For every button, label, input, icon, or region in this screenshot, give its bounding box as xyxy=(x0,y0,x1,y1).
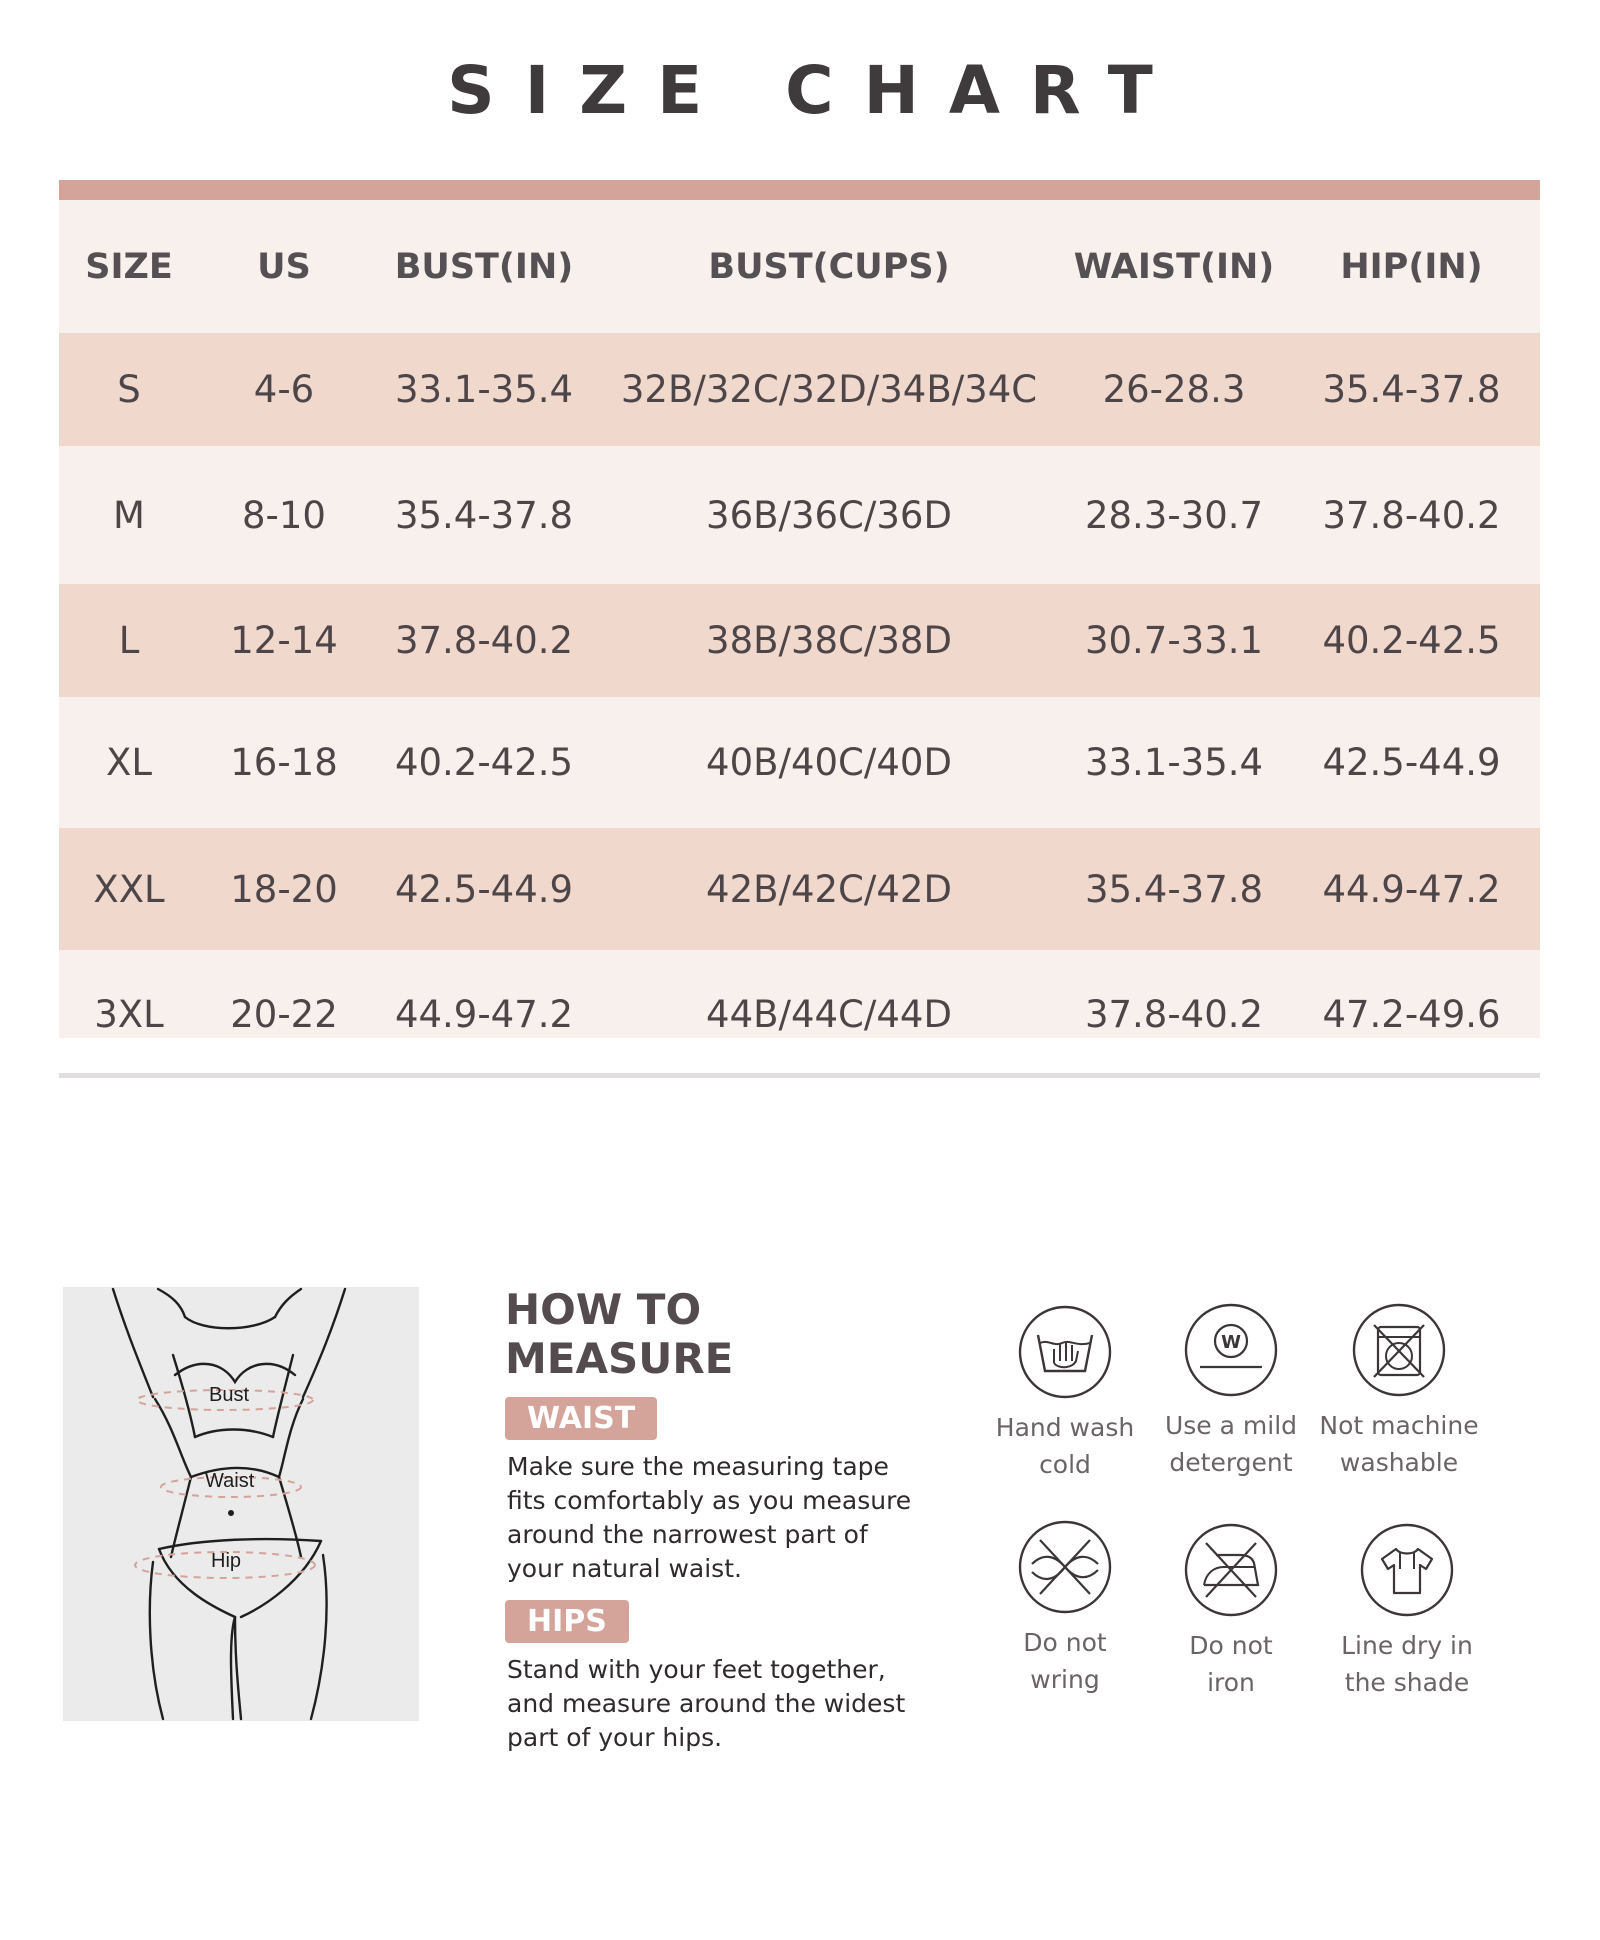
care-hand-wash xyxy=(970,1305,1160,1483)
mild-detergent-line1: Use a mild xyxy=(1164,1411,1298,1440)
cell-bust-cups: 40B/40C/40D xyxy=(706,741,952,784)
table-row xyxy=(59,697,1540,828)
cell-bust-in: 35.4-37.8 xyxy=(394,493,574,537)
mild-detergent-line2: detergent xyxy=(1169,1448,1293,1477)
cell-hip-in: 42.5-44.9 xyxy=(1322,741,1501,784)
cell-size: S xyxy=(117,368,141,411)
hand-wash-line2: cold xyxy=(1039,1450,1091,1479)
cell-bust-in: 42.5-44.9 xyxy=(394,867,574,911)
cell-size: 3XL xyxy=(94,993,164,1036)
how-to-measure-heading: HOW TO MEASURE xyxy=(505,1285,734,1383)
no-wring-line1: Do not xyxy=(1023,1628,1107,1657)
cell-waist-in: 35.4-37.8 xyxy=(1084,867,1264,911)
hand-wash-icon xyxy=(1018,1305,1112,1399)
header-size: SIZE xyxy=(85,246,173,287)
table-row xyxy=(59,333,1540,446)
no-wring-line2: wring xyxy=(1030,1665,1100,1694)
cell-size: XL xyxy=(106,741,152,784)
table-header-row xyxy=(59,200,1540,333)
cell-bust-cups: 36B/36C/36D xyxy=(706,493,952,537)
table-row xyxy=(59,950,1540,1038)
cell-hip-in: 35.4-37.8 xyxy=(1322,368,1501,411)
cell-us: 18-20 xyxy=(230,867,338,911)
how-to-measure-section xyxy=(505,1285,925,1769)
cell-us: 12-14 xyxy=(230,619,338,662)
cell-size: M xyxy=(113,493,145,537)
cell-hip-in: 44.9-47.2 xyxy=(1322,867,1501,911)
cell-hip-in: 40.2-42.5 xyxy=(1322,619,1501,662)
line-dry-line1: Line dry in xyxy=(1341,1631,1473,1660)
cell-waist-in: 28.3-30.7 xyxy=(1084,493,1264,537)
table-row xyxy=(59,828,1540,950)
care-mild-detergent xyxy=(1136,1303,1326,1481)
waist-label: Waist xyxy=(205,1470,255,1492)
no-machine-line1: Not machine xyxy=(1319,1411,1479,1440)
cell-us: 8-10 xyxy=(242,493,326,537)
cell-us: 16-18 xyxy=(230,741,338,784)
no-machine-wash-icon xyxy=(1352,1303,1446,1397)
body-outline-illustration xyxy=(63,1287,419,1721)
table-row xyxy=(59,446,1540,584)
cell-waist-in: 30.7-33.1 xyxy=(1084,619,1264,662)
cell-size: L xyxy=(118,619,140,662)
size-table xyxy=(59,200,1540,1038)
table-top-bar xyxy=(59,180,1540,200)
bust-label: Bust xyxy=(209,1384,250,1406)
table-row xyxy=(59,584,1540,697)
header-us: US xyxy=(257,246,311,287)
header-bust-cups: BUST(CUPS) xyxy=(708,246,950,287)
no-wring-icon xyxy=(1018,1520,1112,1614)
cell-bust-cups: 38B/38C/38D xyxy=(706,619,952,662)
cell-size: XXL xyxy=(93,867,165,911)
hips-tag: HIPS xyxy=(505,1600,629,1643)
cell-hip-in: 37.8-40.2 xyxy=(1322,493,1501,537)
no-iron-icon xyxy=(1184,1523,1278,1617)
cell-waist-in: 33.1-35.4 xyxy=(1084,741,1264,784)
cell-bust-cups: 32B/32C/32D/34B/34C xyxy=(620,368,1038,411)
care-no-wring xyxy=(970,1520,1160,1698)
no-machine-line2: washable xyxy=(1339,1448,1459,1477)
hip-label: Hip xyxy=(211,1550,242,1572)
waist-tag: WAIST xyxy=(505,1397,657,1440)
body-measurement-figure xyxy=(63,1287,419,1721)
waist-instructions: Make sure the measuring tape fits comfortably as you measure around the narrowest part of your natural waist. xyxy=(507,1452,912,1583)
hand-wash-line1: Hand wash xyxy=(995,1413,1135,1442)
cell-bust-in: 44.9-47.2 xyxy=(394,993,574,1036)
hips-instructions: Stand with your feet together, and measure around the widest part of your hips. xyxy=(507,1655,906,1752)
line-dry-shade-icon xyxy=(1360,1523,1454,1617)
care-no-iron xyxy=(1136,1523,1326,1701)
cell-bust-in: 40.2-42.5 xyxy=(394,741,574,784)
no-iron-line1: Do not xyxy=(1189,1631,1273,1660)
line-dry-line2: the shade xyxy=(1344,1668,1470,1697)
header-bust-in: BUST(IN) xyxy=(394,246,574,287)
cell-waist-in: 26-28.3 xyxy=(1102,368,1246,411)
cell-us: 20-22 xyxy=(230,993,338,1036)
cell-bust-in: 33.1-35.4 xyxy=(394,368,574,411)
mild-detergent-icon xyxy=(1184,1303,1278,1397)
header-hip-in: HIP(IN) xyxy=(1340,246,1483,287)
cell-waist-in: 37.8-40.2 xyxy=(1084,993,1264,1036)
care-no-machine-wash xyxy=(1304,1303,1494,1481)
cell-bust-cups: 42B/42C/42D xyxy=(706,867,952,911)
table-bottom-divider xyxy=(59,1073,1540,1078)
detergent-symbol: W xyxy=(1221,1332,1241,1353)
cell-bust-in: 37.8-40.2 xyxy=(394,619,574,662)
page-title: SIZE CHART xyxy=(447,52,1183,129)
care-line-dry-shade xyxy=(1312,1523,1502,1701)
header-waist-in: WAIST(IN) xyxy=(1073,246,1275,287)
cell-us: 4-6 xyxy=(253,368,315,411)
no-iron-line2: iron xyxy=(1207,1668,1255,1697)
cell-bust-cups: 44B/44C/44D xyxy=(706,993,952,1036)
cell-hip-in: 47.2-49.6 xyxy=(1322,993,1501,1036)
